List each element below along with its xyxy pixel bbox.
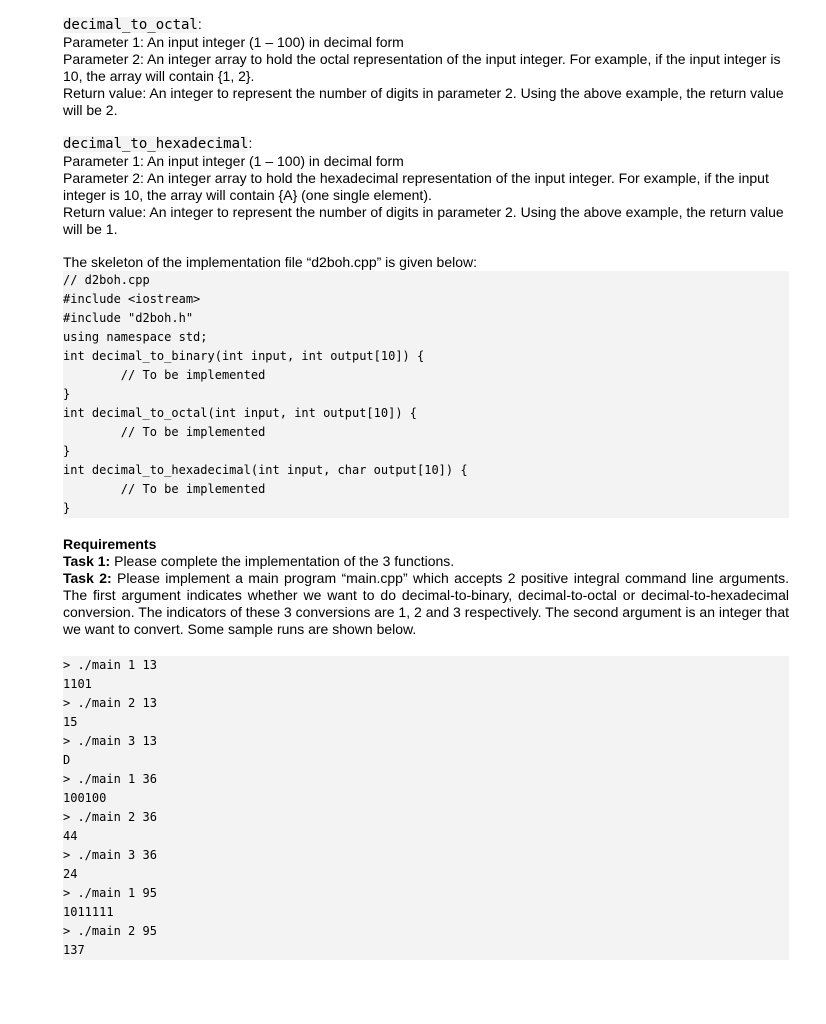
octal-function-spec: [63, 16, 789, 119]
octal-heading-colon: :: [197, 16, 202, 32]
hex-function-heading: [63, 135, 789, 153]
task2-text: Please implement a main program “main.cpp” which accepts 2 positive integral command line arguments. The first argument indicates whether we want to do decimal-to-binary, decimal-to-octal or decimal-to-hexadecimal conversion. The indicators of these 3 conversions are 1, 2 and 3 respectively. The second argument is an integer that we want to convert. Some sample runs are shown below.: [63, 570, 789, 637]
hex-heading-colon: :: [248, 135, 253, 151]
task1-label: Task 1:: [63, 553, 111, 569]
octal-param1: Parameter 1: An input integer (1 – 100) in decimal form: [63, 34, 404, 50]
task2-paragraph: [63, 570, 789, 638]
hex-function-name: decimal_to_hexadecimal: [63, 136, 249, 152]
octal-return-value: Return value: An integer to represent the number of digits in parameter 2. Using the above example, the return value will be 2.: [63, 85, 784, 118]
octal-function-heading: [63, 16, 789, 34]
requirements-heading: Requirements: [63, 536, 157, 552]
hex-return-value: Return value: An integer to represent the number of digits in parameter 2. Using the above example, the return value will be 1.: [63, 204, 784, 237]
hex-param1: Parameter 1: An input integer (1 – 100) in decimal form: [63, 153, 404, 169]
task2-label: Task 2:: [63, 570, 112, 586]
skeleton-code-block: // d2boh.cpp #include <iostream> #include "d2boh.h" using namespace std; int decimal_to_binary(int input, int output[10]) { // To be implemented } int decimal_to_octal(int input, int output[10]) { // To be implemented } int decimal_to_hexadecimal(int input, char output[10]) { // To be implemented }: [63, 271, 789, 518]
document-page: [63, 16, 789, 960]
sample-runs-code-block: > ./main 1 13 1101 > ./main 2 13 15 > ./main 3 13 D > ./main 1 36 100100 > ./main 2 36 44 > ./main 3 36 24 > ./main 1 95 1011111 > ./main 2 95 137: [63, 656, 789, 960]
skeleton-intro: The skeleton of the implementation file “d2boh.cpp” is given below:: [63, 254, 478, 270]
octal-param2: Parameter 2: An integer array to hold the octal representation of the input integer. For example, if the input integer is 10, the array will contain {1, 2}.: [63, 51, 781, 84]
hex-function-spec: [63, 135, 789, 238]
task1-paragraph: [63, 553, 789, 570]
octal-function-name: decimal_to_octal: [63, 17, 198, 33]
task1-text: Please complete the implementation of the 3 functions.: [110, 553, 455, 569]
hex-param2: Parameter 2: An integer array to hold the hexadecimal representation of the input integer. For example, if the input integer is 10, the array will contain {A} (one single element).: [63, 170, 769, 203]
